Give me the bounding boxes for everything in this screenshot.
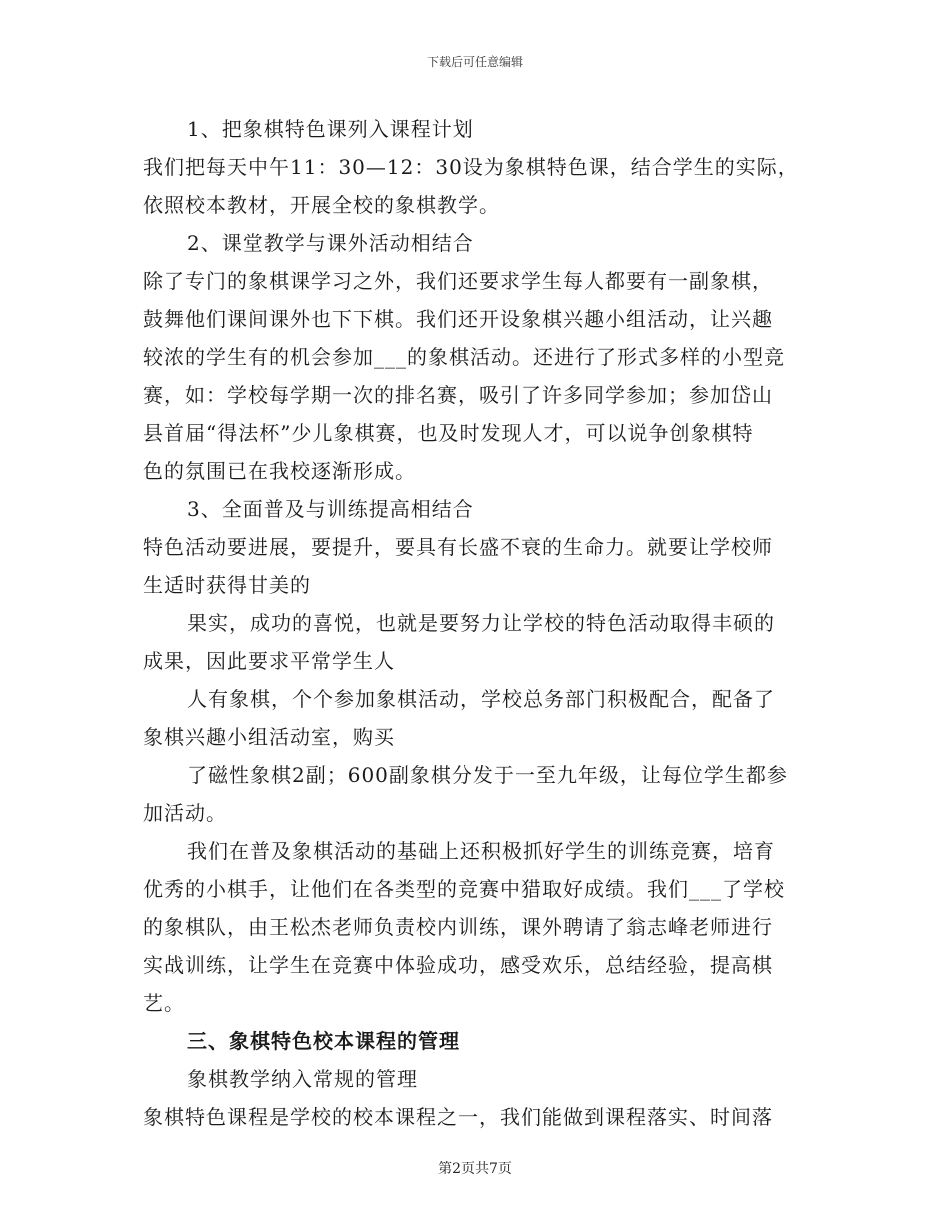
text-line: 依照校本教材，开展全校的象棋教学。 bbox=[143, 193, 500, 217]
text-line: 的象棋队，由王松杰老师负责校内训练，课外聘请了翁志峰老师进行 bbox=[143, 915, 773, 939]
text-line: 人有象棋，个个参加象棋活动，学校总务部门积极配合，配备了 bbox=[187, 687, 775, 711]
section-heading: 三、象棋特色校本课程的管理 bbox=[187, 1029, 460, 1053]
page-header: 下载后可任意编辑 bbox=[426, 55, 523, 69]
text-line: 象棋特色课程是学校的校本课程之一，我们能做到课程落实、时间落 bbox=[143, 1105, 773, 1129]
text-line: 特色活动要进展，要提升，要具有长盛不衰的生命力。就要让学校师 bbox=[143, 535, 773, 559]
text-line: 了磁性象棋2副；600副象棋分发于一至九年级，让每位学生都参 bbox=[187, 763, 788, 787]
text-line: 成果，因此要求平常学生人 bbox=[143, 649, 395, 673]
text-line: 象棋兴趣小组活动室，购买 bbox=[143, 725, 395, 749]
text-line: 生适时获得甘美的 bbox=[143, 573, 311, 597]
text-line: 艺。 bbox=[143, 991, 185, 1015]
document-body bbox=[143, 110, 823, 1136]
text-line: 赛，如：学校每学期一次的排名赛，吸引了许多同学参加；参加岱山 bbox=[143, 383, 773, 407]
text-line: 优秀的小棋手，让他们在各类型的竞赛中猎取好成绩。我们___了学校 bbox=[143, 877, 785, 901]
page-footer: 第2页共7页 bbox=[438, 1161, 512, 1177]
text-line: 色的氛围已在我校逐渐形成。 bbox=[143, 459, 416, 483]
text-line: 我们在普及象棋活动的基础上还积极抓好学生的训练竞赛，培育 bbox=[187, 839, 775, 863]
text-line: 2、课堂教学与课外活动相结合 bbox=[187, 231, 474, 255]
text-line: 果实，成功的喜悦，也就是要努力让学校的特色活动取得丰硕的 bbox=[187, 611, 775, 635]
text-line: 1、把象棋特色课列入课程计划 bbox=[187, 117, 474, 141]
text-line: 实战训练，让学生在竞赛中体验成功，感受欢乐，总结经验，提高棋 bbox=[143, 953, 773, 977]
text-line: 象棋教学纳入常规的管理 bbox=[187, 1067, 418, 1091]
text-line: 鼓舞他们课间课外也下下棋。我们还开设象棋兴趣小组活动，让兴趣 bbox=[143, 307, 773, 331]
text-line: 除了专门的象棋课学习之外，我们还要求学生每人都要有一副象棋， bbox=[143, 269, 773, 293]
text-line: 加活动。 bbox=[143, 801, 227, 825]
text-line: 我们把每天中午11：30—12：30设为象棋特色课，结合学生的实际， bbox=[143, 155, 799, 179]
text-line: 3、全面普及与训练提高相结合 bbox=[187, 497, 474, 521]
text-line: 较浓的学生有的机会参加___的象棋活动。还进行了形式多样的小型竞 bbox=[143, 345, 785, 369]
text-line: 县首届“得法杯”少儿象棋赛，也及时发现人才，可以说争创象棋特 bbox=[143, 421, 754, 445]
